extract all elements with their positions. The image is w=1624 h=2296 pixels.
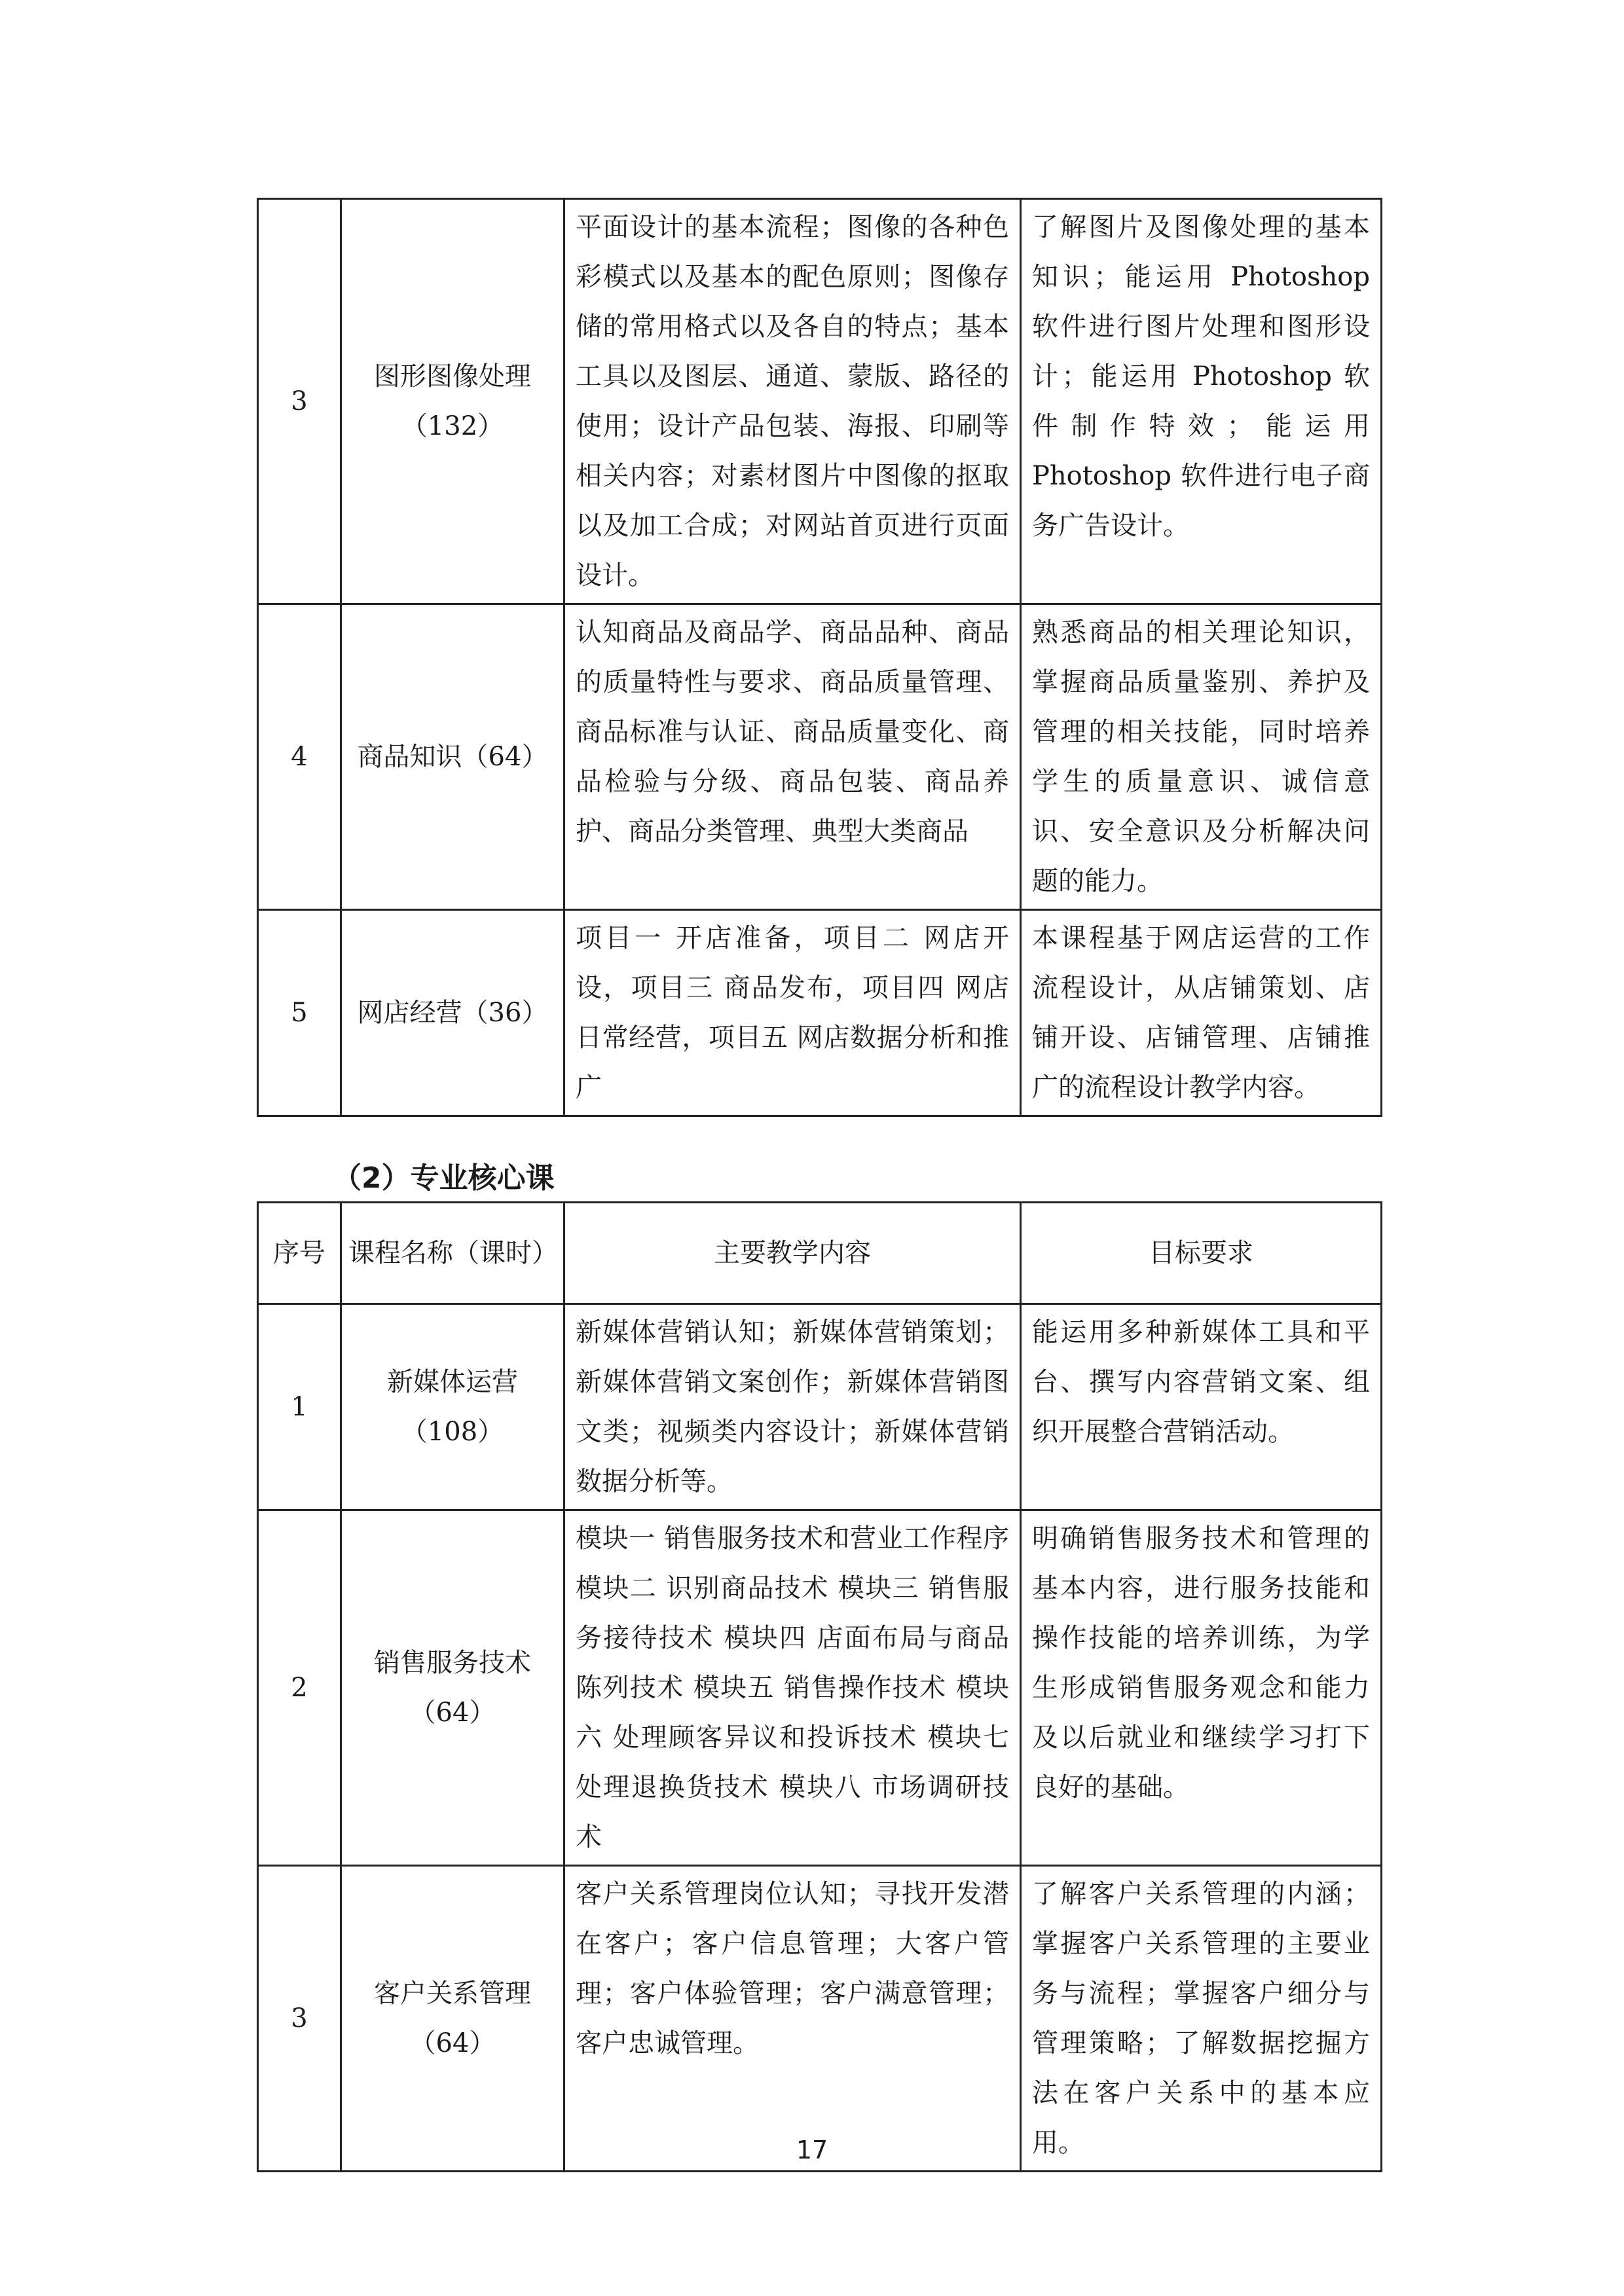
table-header-row [258,1203,1382,1304]
section-title: （2）专业核心课 [333,1161,555,1195]
course-content: 认知商品及商品学、商品品种、商品的质量特性与要求、商品质量管理、商品标准与认证、商品质量变化、商品检验与分级、商品包装、商品养护、商品分类管理、典型大类商品 [564,604,1021,910]
course-goal: 熟悉商品的相关理论知识，掌握商品质量鉴别、养护及管理的相关技能，同时培养学生的质量意识、诚信意识、安全意识及分析解决问题的能力。 [1021,604,1382,910]
course-content: 平面设计的基本流程；图像的各种色彩模式以及基本的配色原则；图像存储的常用格式以及各自的特点；基本工具以及图层、通道、蒙版、路径的使用；设计产品包装、海报、印刷等相关内容；对素材图片中图像的抠取以及加工合成；对网站首页进行页面设计。 [564,199,1021,604]
table-row [258,199,1382,604]
table-row [258,604,1382,910]
table-row [258,910,1382,1116]
header-goal: 目标要求 [1021,1203,1382,1304]
course-goal: 能运用多种新媒体工具和平台、撰写内容营销文案、组织开展整合营销活动。 [1021,1304,1382,1510]
header-number: 序号 [258,1203,341,1304]
course-number: 2 [258,1510,341,1866]
course-goal: 本课程基于网店运营的工作流程设计，从店铺策划、店铺开设、店铺管理、店铺推广的流程设计教学内容。 [1021,910,1382,1116]
course-number: 4 [258,604,341,910]
course-name: 网店经营（36） [341,910,564,1116]
course-content: 项目一 开店准备，项目二 网店开设，项目三 商品发布，项目四 网店日常经营，项目五 网店数据分析和推广 [564,910,1021,1116]
core-course-table [257,1201,1382,2172]
course-name: 图形图像处理（132） [341,199,564,604]
course-number: 1 [258,1304,341,1510]
page-number: 17 [796,2136,828,2164]
course-table-continued [257,198,1382,1117]
course-content: 模块一 销售服务技术和营业工作程序 模块二 识别商品技术 模块三 销售服务接待技术 模块四 店面布局与商品陈列技术 模块五 销售操作技术 模块六 处理顾客异议和投诉技术 模块七 处理退换货技术 模块八 市场调研技术 [564,1510,1021,1866]
course-number: 3 [258,1866,341,2172]
course-name: 商品知识（64） [341,604,564,910]
course-content: 客户关系管理岗位认知；寻找开发潜在客户；客户信息管理；大客户管理；客户体验管理；客户满意管理；客户忠诚管理。 [564,1866,1021,2172]
course-number: 5 [258,910,341,1116]
course-goal: 了解图片及图像处理的基本知识；能运用 Photoshop 软件进行图片处理和图形设计；能运用 Photoshop 软件制作特效；能运用 Photoshop 软件进行电子商务广告设计。 [1021,199,1382,604]
course-name: 客户关系管理（64） [341,1866,564,2172]
course-number: 3 [258,199,341,604]
table-row [258,1304,1382,1510]
table-row [258,1866,1382,2172]
course-goal: 了解客户关系管理的内涵；掌握客户关系管理的主要业务与流程；掌握客户细分与管理策略；了解数据挖掘方法在客户关系中的基本应用。 [1021,1866,1382,2172]
course-goal: 明确销售服务技术和管理的基本内容，进行服务技能和操作技能的培养训练，为学生形成销售服务观念和能力及以后就业和继续学习打下良好的基础。 [1021,1510,1382,1866]
header-content: 主要教学内容 [564,1203,1021,1304]
header-course-name: 课程名称（课时） [341,1203,564,1304]
course-content: 新媒体营销认知；新媒体营销策划；新媒体营销文案创作；新媒体营销图文类；视频类内容设计；新媒体营销数据分析等。 [564,1304,1021,1510]
course-name: 新媒体运营（108） [341,1304,564,1510]
table-row [258,1510,1382,1866]
course-name: 销售服务技术（64） [341,1510,564,1866]
